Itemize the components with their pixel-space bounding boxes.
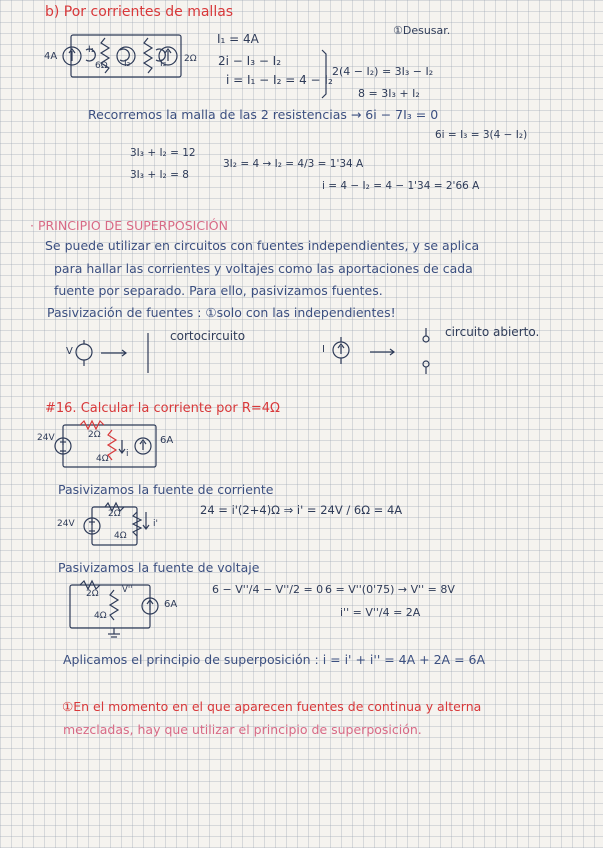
step2-eq-1: 6 − V''/4 − V''/2 = 0 xyxy=(212,583,324,596)
step1-r4-label: 4Ω xyxy=(114,531,127,541)
step1-r2-label: 2Ω xyxy=(108,509,121,519)
mesh-line: Recorremos la malla de las 2 resistencias → 6i − 7I₃ = 0 xyxy=(88,107,439,122)
step1-i-label: i' xyxy=(153,519,158,529)
circuit-b-src-label: 4A xyxy=(44,51,58,62)
open-circuit-label: circuito abierto. xyxy=(445,325,540,339)
mesh-sys-2: 3I₃ + I₂ = 8 xyxy=(130,169,189,181)
mesh-res-1: 3I₂ = 4 → I₂ = 4/3 = 1'34 A xyxy=(223,158,364,170)
superposition-p3: fuente por separado. Para ello, pasivizamos fuentes. xyxy=(54,283,383,298)
eq-b-5: 8 = 3I₃ + I₂ xyxy=(358,87,420,100)
pasivizacion-i-label: I xyxy=(322,344,325,355)
circuit-b-i1-label: I₁ xyxy=(88,45,95,55)
step1-v-label: 24V xyxy=(57,519,75,529)
circuit-b-r2-label: 2Ω xyxy=(184,54,197,64)
step2-v-label: V'' xyxy=(122,585,133,595)
section-b-note: ①Desusar. xyxy=(393,24,451,37)
step2-eq-2: 6 = V''(0'75) → V'' = 8V xyxy=(325,583,455,596)
superposition-p1: Se puede utilizar en circuitos con fuentes independientes, y se aplica xyxy=(45,238,480,253)
superposition-title: · PRINCIPIO DE SUPERPOSICIÓN xyxy=(30,218,228,233)
exercise-i-label: i xyxy=(126,449,129,459)
superposition-p4: Pasivización de fuentes : ①solo con las independientes! xyxy=(47,305,396,320)
step2-a-label: 6A xyxy=(164,599,178,610)
section-b-heading: b) Por corrientes de mallas xyxy=(45,4,234,20)
circuit-b-i2-label: I₂ xyxy=(124,59,131,69)
pasivizacion-v-label: V xyxy=(66,346,73,357)
step2-eq-3: i'' = V''/4 = 2A xyxy=(340,606,421,619)
step2-r4-label: 4Ω xyxy=(94,611,107,621)
exercise-a-label: 6A xyxy=(160,435,174,446)
mesh-right: 6i = I₃ = 3(4 − I₂) xyxy=(435,129,528,141)
superposition-p2: para hallar las corrientes y voltajes como las aportaciones de cada xyxy=(54,261,473,276)
circuit-b-r1-label: 6Ω xyxy=(95,61,108,71)
eq-b-4: 2(4 − I₂) = 3I₃ − I₂ xyxy=(332,65,434,78)
exercise-v-label: 24V xyxy=(37,433,55,443)
exercise-r2-label: 2Ω xyxy=(88,430,101,440)
eq-b-3: i = I₁ − I₂ = 4 − I₂ xyxy=(226,73,333,87)
eq-b-1: I₁ = 4A xyxy=(217,32,259,46)
apply-text: Aplicamos el principio de superposición : i = i' + i'' = 4A + 2A = 6A xyxy=(63,652,486,667)
mesh-res-2: i = 4 − I₂ = 4 − 1'34 = 2'66 A xyxy=(322,180,480,192)
exercise-r4-label: 4Ω xyxy=(96,454,109,464)
mesh-sys-1: 3I₃ + I₂ = 12 xyxy=(130,147,196,159)
exercise-title: #16. Calcular la corriente por R=4Ω xyxy=(45,401,280,416)
eq-b-2: 2i − I₃ − I₂ xyxy=(218,54,282,68)
step1-text: Pasivizamos la fuente de corriente xyxy=(58,482,274,497)
step2-r2-label: 2Ω xyxy=(86,589,99,599)
step1-eq: 24 = i'(2+4)Ω ⇒ i' = 24V / 6Ω = 4A xyxy=(200,503,403,517)
final-note-2: mezcladas, hay que utilizar el principio de superposición. xyxy=(63,722,422,737)
circuit-b-i3-label: I₃ xyxy=(160,59,167,69)
short-circuit-label: cortocircuito xyxy=(170,329,246,343)
final-note-1: ①En el momento en el que aparecen fuentes de continua y alterna xyxy=(62,699,482,714)
step2-text: Pasivizamos la fuente de voltaje xyxy=(58,560,260,575)
